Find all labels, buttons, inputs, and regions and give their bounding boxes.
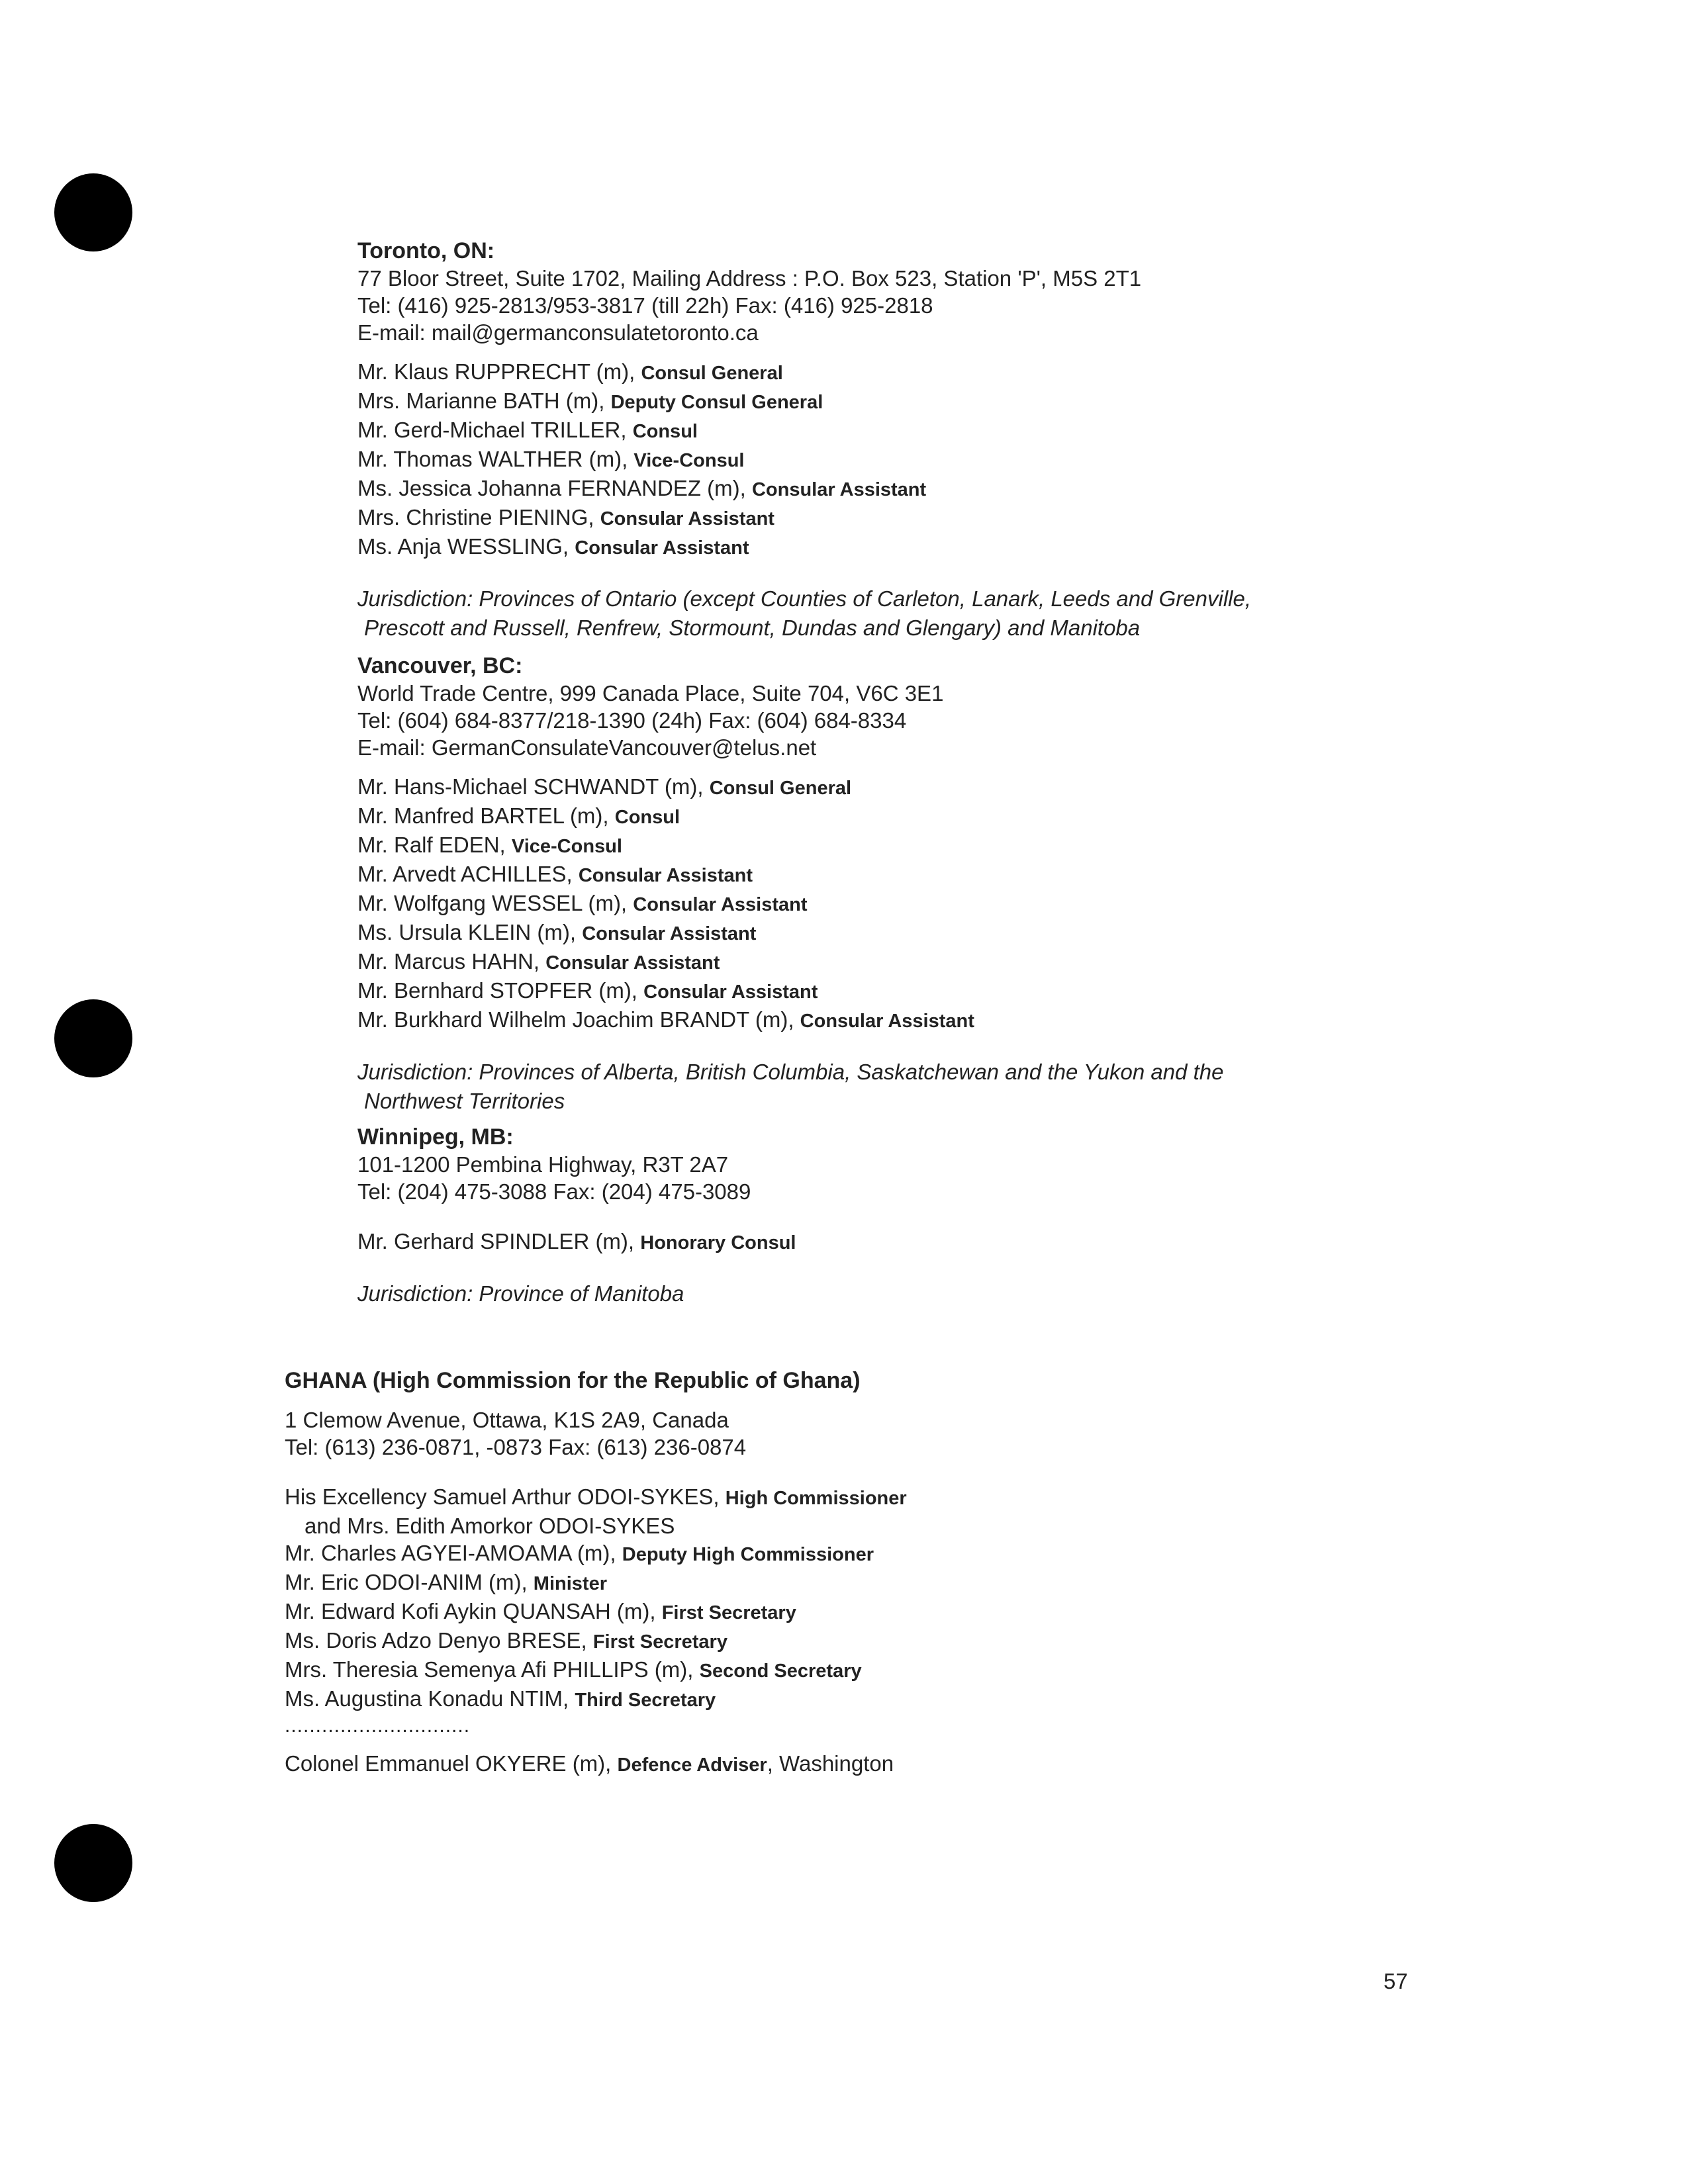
staff-name: Mr. Eric ODOI-ANIM (m), xyxy=(285,1570,534,1594)
staff-role: Vice-Consul xyxy=(633,450,745,471)
staff-row xyxy=(357,416,1417,445)
staff-location: , Washington xyxy=(767,1751,894,1776)
page-number: 57 xyxy=(1383,1969,1408,1993)
staff-role: Consular Assistant xyxy=(600,508,774,529)
staff-row xyxy=(357,445,1417,475)
staff-name: Mr. Klaus RUPPRECHT (m), xyxy=(357,359,641,384)
staff-role: Honorary Consul xyxy=(640,1232,796,1253)
telephone: Tel: (416) 925-2813/953-3817 (till 22h) Fax: (416) 925-2818 xyxy=(357,293,933,318)
staff-role: Consular Assistant xyxy=(582,923,757,944)
staff-role: Minister xyxy=(533,1573,607,1594)
consulate-vancouver xyxy=(357,652,1417,1116)
jurisdiction-continued: Northwest Territories xyxy=(364,1089,565,1113)
telephone: Tel: (604) 684-8377/218-1390 (24h) Fax: (604) 684-8334 xyxy=(357,708,907,733)
section-heading: GHANA (High Commission for the Republic of Ghana) xyxy=(285,1368,861,1393)
address: World Trade Centre, 999 Canada Place, Suite 704, V6C 3E1 xyxy=(357,681,944,705)
telephone: Tel: (204) 475-3088 Fax: (204) 475-3089 xyxy=(357,1179,751,1204)
section-heading: Toronto, ON: xyxy=(357,238,495,263)
staff-role: Consular Assistant xyxy=(643,981,818,1003)
staff-name: Mr. Bernhard STOPFER (m), xyxy=(357,978,644,1003)
staff-row xyxy=(357,504,1417,533)
staff-name: Mr. Burkhard Wilhelm Joachim BRANDT (m), xyxy=(357,1007,800,1032)
staff-role: Consul General xyxy=(709,778,852,799)
staff-name: Mr. Ralf EDEN, xyxy=(357,833,512,857)
ghana-high-commission xyxy=(285,1367,1410,1779)
email: E-mail: mail@germanconsulatetoronto.ca xyxy=(357,320,759,345)
staff-row xyxy=(357,533,1417,562)
binder-hole xyxy=(54,1824,132,1902)
staff-role: Defence Adviser xyxy=(617,1754,767,1776)
staff-role: Consular Assistant xyxy=(751,479,927,500)
telephone: Tel: (613) 236-0871, -0873 Fax: (613) 236-0874 xyxy=(285,1435,747,1459)
staff-row xyxy=(285,1627,1410,1656)
staff-name: Mr. Wolfgang WESSEL (m), xyxy=(357,891,633,915)
jurisdiction: Jurisdiction: Province of Manitoba xyxy=(357,1281,684,1306)
staff-role: Deputy High Commissioner xyxy=(622,1544,874,1565)
consulate-toronto xyxy=(357,237,1417,643)
staff-role: Second Secretary xyxy=(699,1661,862,1682)
staff-row xyxy=(357,977,1417,1006)
staff-role: Consular Assistant xyxy=(545,952,720,974)
staff-row xyxy=(357,773,1417,802)
staff-role: High Commissioner xyxy=(725,1488,907,1509)
staff-name: Mr. Charles AGYEI-AMOAMA (m), xyxy=(285,1541,622,1565)
staff-role: Consular Assistant xyxy=(800,1011,974,1032)
staff-row xyxy=(357,387,1417,416)
staff-name: Ms. Anja WESSLING, xyxy=(357,534,575,559)
staff-role: Consular Assistant xyxy=(578,865,753,886)
staff-row xyxy=(285,1598,1410,1627)
staff-row xyxy=(285,1569,1410,1598)
jurisdiction-continued: Prescott and Russell, Renfrew, Stormount, Dundas and Glengary) and Manitoba xyxy=(364,615,1141,640)
staff-name: Mr. Gerd-Michael TRILLER, xyxy=(357,418,633,442)
staff-name: Mrs. Christine PIENING, xyxy=(357,505,600,529)
staff-role: Consul xyxy=(614,807,680,828)
staff-name: Ms. Doris Adzo Denyo BRESE, xyxy=(285,1628,593,1653)
staff-row xyxy=(357,358,1417,387)
staff-row xyxy=(357,919,1417,948)
address: 1 Clemow Avenue, Ottawa, K1S 2A9, Canada xyxy=(285,1408,729,1432)
staff-row xyxy=(285,1483,1410,1512)
staff-row xyxy=(285,1750,1410,1779)
staff-role: Consular Assistant xyxy=(633,894,808,915)
staff-name: His Excellency Samuel Arthur ODOI-SYKES, xyxy=(285,1484,726,1509)
staff-name: Ms. Augustina Konadu NTIM, xyxy=(285,1686,575,1711)
jurisdiction: Jurisdiction: Provinces of Alberta, British Columbia, Saskatchewan and the Yukon and the xyxy=(357,1060,1224,1084)
staff-role: Third Secretary xyxy=(575,1690,716,1711)
address: 77 Bloor Street, Suite 1702, Mailing Address : P.O. Box 523, Station 'P', M5S 2T1 xyxy=(357,266,1142,291)
staff-row xyxy=(285,1685,1410,1714)
staff-name: Ms. Jessica Johanna FERNANDEZ (m), xyxy=(357,476,752,500)
staff-role: Consul General xyxy=(641,363,783,384)
consulate-winnipeg xyxy=(357,1123,1417,1308)
staff-row xyxy=(357,475,1417,504)
staff-row xyxy=(357,860,1417,889)
staff-name: Mr. Gerhard SPINDLER (m), xyxy=(357,1229,641,1253)
section-heading: Winnipeg, MB: xyxy=(357,1124,514,1150)
staff-role: Deputy Consul General xyxy=(610,392,823,413)
address: 101-1200 Pembina Highway, R3T 2A7 xyxy=(357,1152,729,1177)
staff-row xyxy=(357,1006,1417,1035)
staff-name: Mr. Hans-Michael SCHWANDT (m), xyxy=(357,774,710,799)
staff-role: First Secretary xyxy=(661,1602,796,1623)
staff-role: Consular Assistant xyxy=(575,537,749,559)
staff-role: First Secretary xyxy=(592,1631,727,1653)
binder-hole xyxy=(54,173,132,251)
spouse-line: and Mrs. Edith Amorkor ODOI-SYKES xyxy=(305,1514,675,1538)
staff-row xyxy=(285,1539,1410,1569)
jurisdiction: Jurisdiction: Provinces of Ontario (except Counties of Carleton, Lanark, Leeds and Grenville, xyxy=(357,586,1252,611)
staff-row xyxy=(357,802,1417,831)
staff-name: Mr. Arvedt ACHILLES, xyxy=(357,862,579,886)
section-heading: Vancouver, BC: xyxy=(357,653,523,678)
staff-name: Mrs. Marianne BATH (m), xyxy=(357,388,611,413)
staff-name: Mr. Thomas WALTHER (m), xyxy=(357,447,634,471)
staff-name: Mr. Marcus HAHN, xyxy=(357,949,546,974)
binder-hole xyxy=(54,999,132,1077)
staff-name: Mr. Manfred BARTEL (m), xyxy=(357,803,615,828)
staff-row xyxy=(357,831,1417,860)
staff-name: Colonel Emmanuel OKYERE (m), xyxy=(285,1751,618,1776)
staff-name: Ms. Ursula KLEIN (m), xyxy=(357,920,583,944)
staff-row xyxy=(357,889,1417,919)
dotted-separator: .............................. xyxy=(285,1715,471,1737)
staff-role: Vice-Consul xyxy=(511,836,622,857)
staff-row xyxy=(285,1656,1410,1685)
staff-row xyxy=(357,1228,1417,1257)
email: E-mail: GermanConsulateVancouver@telus.net xyxy=(357,735,817,760)
staff-name: Mrs. Theresia Semenya Afi PHILLIPS (m), xyxy=(285,1657,700,1682)
staff-role: Consul xyxy=(632,421,698,442)
staff-name: Mr. Edward Kofi Aykin QUANSAH (m), xyxy=(285,1599,662,1623)
staff-row xyxy=(357,948,1417,977)
